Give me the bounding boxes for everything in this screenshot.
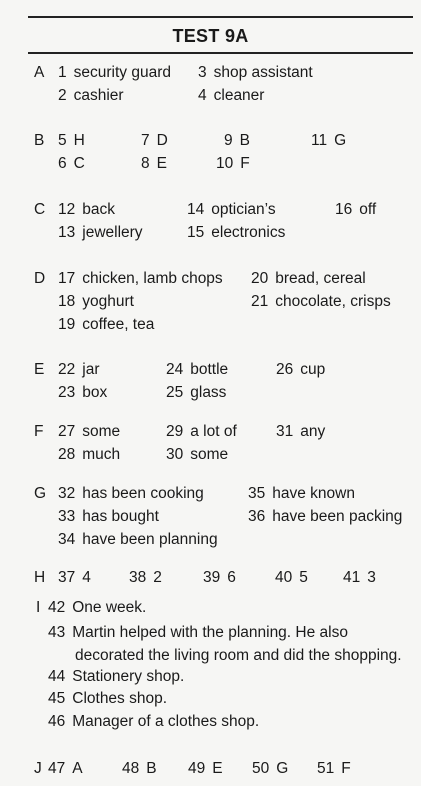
answer-item: 39 6 (203, 569, 236, 586)
answer-item: 18 yoghurt (58, 293, 134, 310)
answer-item: 47 A (48, 760, 83, 777)
answer-item: 29 a lot of (166, 423, 237, 440)
answer-item: 26 cup (276, 361, 326, 378)
answer-item: 20 bread, cereal (251, 270, 366, 287)
answer-item: 32 has been cooking (58, 485, 204, 502)
answer-item: 6 C (58, 155, 85, 172)
answer-item: 31 any (276, 423, 326, 440)
answer-item: 22 jar (58, 361, 100, 378)
answer-item: 15 electronics (187, 224, 286, 241)
section-letter-j: J (34, 760, 42, 777)
answer-item: 27 some (58, 423, 121, 440)
section-letter-d: D (34, 270, 46, 287)
answer-item: 11 G (311, 132, 347, 149)
section-letter-a: A (34, 64, 45, 81)
title-rule (28, 52, 413, 54)
answer-item: 2 cashier (58, 87, 124, 104)
answer-item: 42 One week. (48, 599, 147, 616)
answer-item: 4 cleaner (198, 87, 265, 104)
answer-item: 36 have been packing (248, 508, 403, 525)
answer-item: 25 glass (166, 384, 227, 401)
answer-item: 1 security guard (58, 64, 171, 81)
answer-item: 48 B (122, 760, 157, 777)
answer-item: 38 2 (129, 569, 162, 586)
section-letter-f: F (34, 423, 44, 440)
answer-item: 34 have been planning (58, 531, 218, 548)
answer-item-continuation: decorated the living room and did the shopping. (75, 647, 402, 664)
answer-item: 17 chicken, lamb chops (58, 270, 223, 287)
answer-item: 50 G (252, 760, 289, 777)
answer-item: 16 off (335, 201, 377, 218)
answer-item: 43 Martin helped with the planning. He also (48, 624, 348, 641)
answer-item: 40 5 (275, 569, 308, 586)
answer-item: 24 bottle (166, 361, 229, 378)
answer-item: 14 optician’s (187, 201, 276, 218)
answer-item: 33 has bought (58, 508, 159, 525)
answer-item: 51 F (317, 760, 351, 777)
answer-item: 3 shop assistant (198, 64, 313, 81)
answer-item: 41 3 (343, 569, 376, 586)
answer-item: 45 Clothes shop. (48, 690, 168, 707)
answer-item: 12 back (58, 201, 115, 218)
section-letter-h: H (34, 569, 46, 586)
section-letter-i: I (36, 599, 41, 616)
answer-item: 10 F (216, 155, 250, 172)
answer-item: 9 B (224, 132, 250, 149)
answer-item: 5 H (58, 132, 85, 149)
top-rule (28, 16, 413, 18)
answer-item: 28 much (58, 446, 121, 463)
answer-item: 30 some (166, 446, 229, 463)
section-letter-c: C (34, 201, 46, 218)
section-letter-e: E (34, 361, 45, 378)
page-title: TEST 9A (172, 26, 249, 46)
answer-item: 19 coffee, tea (58, 316, 155, 333)
answer-item: 13 jewellery (58, 224, 143, 241)
answer-item: 44 Stationery shop. (48, 668, 185, 685)
answer-item: 21 chocolate, crisps (251, 293, 391, 310)
answer-item: 35 have known (248, 485, 355, 502)
answer-item: 46 Manager of a clothes shop. (48, 713, 260, 730)
answer-item: 49 E (188, 760, 223, 777)
section-letter-b: B (34, 132, 45, 149)
answer-item: 23 box (58, 384, 108, 401)
answer-item: 37 4 (58, 569, 91, 586)
answer-item: 7 D (141, 132, 168, 149)
answer-item: 8 E (141, 155, 167, 172)
section-letter-g: G (34, 485, 47, 502)
